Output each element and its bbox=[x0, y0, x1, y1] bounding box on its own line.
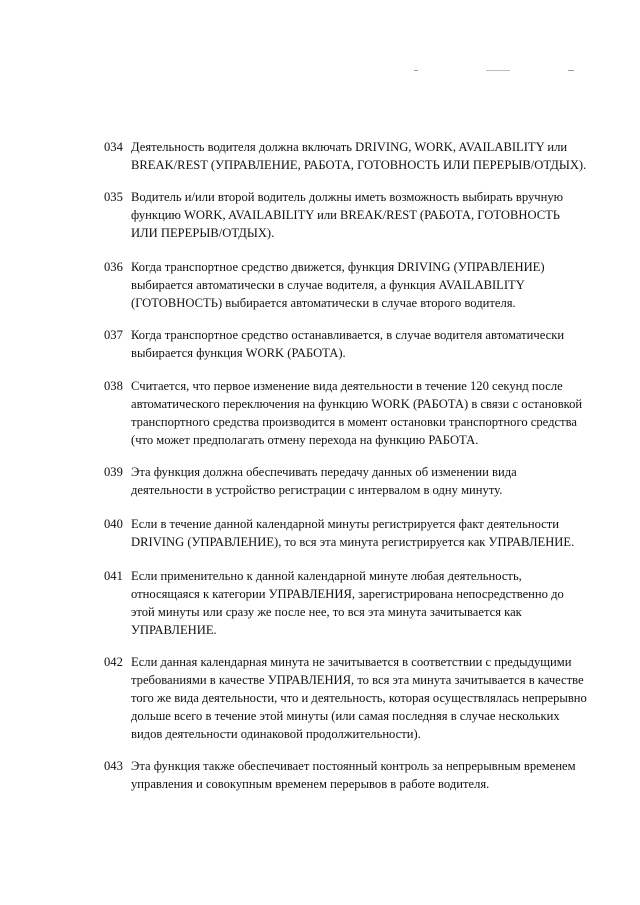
paragraph-039 bbox=[104, 463, 604, 499]
paragraph-043 bbox=[104, 757, 604, 793]
text-line: выбирается автоматически в случае водителя, а функция AVAILABILITY bbox=[131, 278, 525, 292]
text-line: Считается, что первое изменение вида деятельности в течение 120 секунд после bbox=[131, 379, 563, 393]
text-line: относящаяся к категории УПРАВЛЕНИЯ, зарегистрирована непосредственно до bbox=[131, 587, 564, 601]
text-line: (что может предполагать отмену перехода на функцию РАБОТА. bbox=[131, 433, 479, 447]
paragraph-text bbox=[131, 463, 604, 499]
text-line: функцию WORK, AVAILABILITY или BREAK/REST (РАБОТА, ГОТОВНОСТЬ bbox=[131, 208, 561, 222]
text-line: деятельности в устройство регистрации с интервалом в одну минуту. bbox=[131, 483, 503, 497]
paragraph-text bbox=[131, 258, 604, 312]
paragraph-037 bbox=[104, 326, 604, 362]
scan-artifact bbox=[568, 70, 574, 71]
text-line: выбирается функция WORK (РАБОТА). bbox=[131, 346, 346, 360]
text-line: BREAK/REST (УПРАВЛЕНИЕ, РАБОТА, ГОТОВНОСТЬ ИЛИ ПЕРЕРЫВ/ОТДЫХ). bbox=[131, 158, 587, 172]
text-line: УПРАВЛЕНИЕ. bbox=[131, 623, 217, 637]
paragraph-number: 043 bbox=[104, 759, 123, 773]
paragraph-042 bbox=[104, 653, 604, 743]
paragraph-text bbox=[131, 326, 604, 362]
text-line: автоматического переключения на функцию WORK (РАБОТА) в связи с остановкой bbox=[131, 397, 583, 411]
text-line: Если в течение данной календарной минуты регистрируется факт деятельности bbox=[131, 517, 560, 531]
paragraph-number: 037 bbox=[104, 328, 123, 342]
paragraph-text bbox=[131, 515, 604, 551]
text-line: того же вида деятельности, что и деятельность, которая осуществлялась непрерывно bbox=[131, 691, 587, 705]
text-line: Когда транспортное средство движется, функция DRIVING (УПРАВЛЕНИЕ) bbox=[131, 260, 545, 274]
text-line: управления и совокупным временем перерывов в работе водителя. bbox=[131, 777, 490, 791]
text-line: видов деятельности одинаковой продолжительности). bbox=[131, 727, 421, 741]
paragraph-number: 040 bbox=[104, 517, 123, 531]
paragraph-text bbox=[131, 138, 604, 174]
scan-artifact bbox=[414, 70, 418, 71]
paragraph-038 bbox=[104, 377, 604, 449]
text-line: требованиями в качестве УПРАВЛЕНИЯ, то вся эта минута зачитывается в качестве bbox=[131, 673, 584, 687]
text-line: Когда транспортное средство останавливается, в случае водителя автоматически bbox=[131, 328, 565, 342]
paragraph-036 bbox=[104, 258, 604, 312]
text-line: DRIVING (УПРАВЛЕНИЕ), то вся эта минута регистрируется как УПРАВЛЕНИЕ. bbox=[131, 535, 575, 549]
text-line: ИЛИ ПЕРЕРЫВ/ОТДЫХ). bbox=[131, 226, 275, 240]
paragraph-number: 035 bbox=[104, 190, 123, 204]
text-line: Если данная календарная минута не зачитывается в соответствии с предыдущими bbox=[131, 655, 572, 669]
paragraph-text bbox=[131, 377, 604, 449]
paragraph-number: 034 bbox=[104, 140, 123, 154]
paragraph-041 bbox=[104, 567, 604, 639]
paragraph-number: 039 bbox=[104, 465, 123, 479]
paragraph-text bbox=[131, 757, 604, 793]
text-line: дольше всего в течение этой минуты (или самая последняя в случае нескольких bbox=[131, 709, 560, 723]
paragraph-text bbox=[131, 567, 604, 639]
paragraph-040 bbox=[104, 515, 604, 551]
paragraph-035 bbox=[104, 188, 604, 242]
text-line: Эта функция должна обеспечивать передачу данных об изменении вида bbox=[131, 465, 517, 479]
paragraph-text bbox=[131, 653, 604, 743]
paragraph-number: 036 bbox=[104, 260, 123, 274]
paragraph-number: 042 bbox=[104, 655, 123, 669]
text-line: Эта функция также обеспечивает постоянный контроль за непрерывным временем bbox=[131, 759, 576, 773]
text-line: (ГОТОВНОСТЬ) выбирается автоматически в случае второго водителя. bbox=[131, 296, 516, 310]
scan-artifact bbox=[486, 70, 510, 71]
paragraph-text bbox=[131, 188, 604, 242]
text-line: этой минуты или сразу же после нее, то вся эта минута зачитывается как bbox=[131, 605, 522, 619]
text-line: Водитель и/или второй водитель должны иметь возможность выбирать вручную bbox=[131, 190, 564, 204]
paragraph-034 bbox=[104, 138, 604, 174]
paragraph-number: 041 bbox=[104, 569, 123, 583]
text-line: Деятельность водителя должна включать DRIVING, WORK, AVAILABILITY или bbox=[131, 140, 568, 154]
text-line: Если применительно к данной календарной минуте любая деятельность, bbox=[131, 569, 522, 583]
paragraph-number: 038 bbox=[104, 379, 123, 393]
text-line: транспортного средства производится в момент остановки транспортного средства bbox=[131, 415, 577, 429]
